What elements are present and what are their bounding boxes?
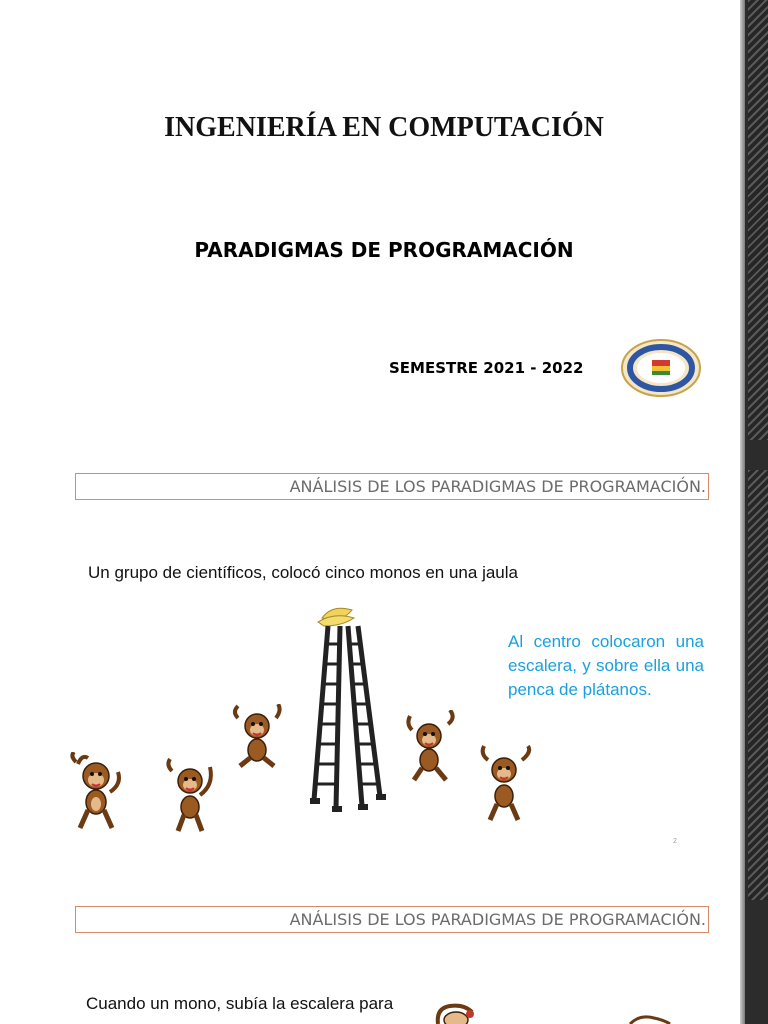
bananas-icon xyxy=(318,608,354,626)
page-edge-strip xyxy=(740,0,768,1024)
page-title: INGENIERÍA EN COMPUTACIÓN xyxy=(164,112,604,143)
monkey-icon xyxy=(402,710,460,790)
edge-pattern-bottom xyxy=(748,470,768,900)
page-edge-highlight xyxy=(740,0,745,1024)
slide-3-header: ANÁLISIS DE LOS PARADIGMAS DE PROGRAMACIÓN. xyxy=(75,906,709,933)
monkey-icon xyxy=(434,1002,478,1024)
slide-3-intro: Cuando un mono, subía la escalera para xyxy=(86,994,394,1013)
ladder-icon xyxy=(300,604,390,816)
university-seal-icon xyxy=(620,338,702,398)
monkey-icon xyxy=(228,704,286,784)
semester-label: SEMESTRE 2021 - 2022 xyxy=(389,359,584,377)
monkey-icon xyxy=(68,752,126,832)
course-title: PARADIGMAS DE PROGRAMACIÓN xyxy=(194,238,574,262)
slide-1 xyxy=(0,0,740,430)
edge-pattern-top xyxy=(748,0,768,440)
monkey-icon xyxy=(628,1014,672,1024)
monkey-icon xyxy=(164,755,222,835)
slide-2-header: ANÁLISIS DE LOS PARADIGMAS DE PROGRAMACIÓN. xyxy=(75,473,709,500)
page-number: 2 xyxy=(673,838,677,845)
slide-2-intro: Un grupo de científicos, colocó cinco monos en una jaula xyxy=(88,563,518,582)
monkey-icon xyxy=(476,744,534,824)
slide-2-description: Al centro colocaron una escalera, y sobre ella una penca de plátanos. xyxy=(508,632,704,699)
